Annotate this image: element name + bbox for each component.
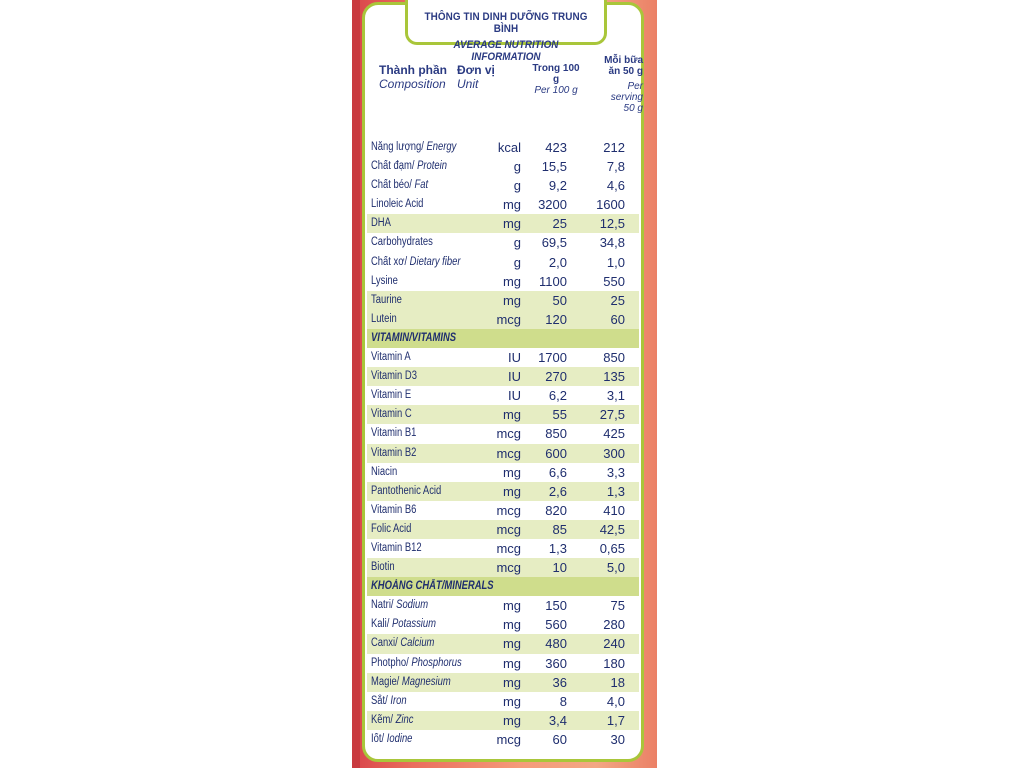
- section-heading: [367, 329, 639, 348]
- nutrient-name: [371, 348, 411, 367]
- nutrient-name-vi: Vitamin A: [371, 351, 411, 364]
- nutrient-unit: mg: [502, 273, 521, 289]
- nutrient-name-vi: Biotin: [371, 561, 395, 574]
- nutrition-table: [367, 138, 639, 749]
- nutrient-name: [371, 730, 412, 749]
- nutrient-unit: mg: [502, 636, 521, 652]
- header-unit-vi: Đơn vị: [457, 63, 495, 77]
- nutrient-name: [371, 539, 422, 558]
- nutrient-name-vi: Năng lượng/: [371, 141, 427, 153]
- nutrient-name-en: Dietary fiber: [409, 255, 461, 268]
- nutrient-name: [371, 596, 428, 615]
- nutrient-unit: mg: [502, 655, 521, 671]
- nutrient-name-vi: Pantothenic Acid: [371, 484, 442, 497]
- nutrient-name-vi: Vitamin E: [371, 389, 412, 402]
- table-row: [367, 214, 639, 233]
- value-per-serving: 280: [603, 617, 625, 633]
- nutrient-unit: mg: [502, 197, 521, 213]
- nutrition-panel: [362, 2, 644, 762]
- nutrient-unit: mcg: [496, 731, 521, 747]
- nutrient-name-vi: Carbohydrates: [371, 236, 433, 249]
- title-vietnamese: THÔNG TIN DINH DƯỠNG TRUNG BÌNH: [424, 11, 588, 35]
- nutrient-unit: mcg: [496, 560, 521, 576]
- table-row: [367, 348, 639, 367]
- nutrient-unit: mg: [502, 674, 521, 690]
- header-serving-en-2: 50 g: [623, 103, 643, 114]
- table-row: [367, 424, 639, 443]
- value-per-100g: 9,2: [548, 178, 567, 194]
- nutrient-unit: g: [513, 178, 521, 194]
- nutrient-name: [371, 233, 433, 252]
- value-per-100g: 50: [552, 292, 567, 308]
- nutrient-name-en: Iodine: [386, 732, 413, 745]
- value-per-serving: 3,1: [606, 388, 625, 404]
- nutrient-name: [371, 405, 412, 424]
- value-per-100g: 36: [552, 674, 567, 690]
- title-english: AVERAGE NUTRITION INFORMATION: [453, 39, 559, 63]
- value-per-serving: 12,5: [599, 216, 625, 232]
- table-row: [367, 711, 639, 730]
- value-per-100g: 6,2: [548, 388, 567, 404]
- value-per-100g: 2,6: [548, 483, 567, 499]
- value-per-100g: 85: [552, 521, 567, 537]
- header-composition-en: Composition: [379, 77, 446, 91]
- table-row: [367, 692, 639, 711]
- nutrient-name-vi: Chất đạm/: [371, 160, 418, 173]
- value-per-serving: 135: [603, 369, 625, 385]
- nutrient-name-en: Fat: [414, 179, 429, 192]
- nutrient-name-vi: Linoleic Acid: [371, 198, 424, 211]
- table-row: [367, 482, 639, 501]
- nutrient-unit: mcg: [496, 445, 521, 461]
- nutrient-name: [371, 692, 407, 711]
- nutrient-name-vi: Chất béo/: [371, 179, 415, 192]
- value-per-serving: 25: [610, 292, 625, 308]
- table-row: [367, 596, 639, 615]
- nutrient-name-vi: Chất xơ/: [371, 255, 410, 268]
- nutrient-name-en: Calcium: [400, 637, 435, 650]
- header-composition: [379, 63, 447, 91]
- nutrient-name-vi: Photpho/: [371, 656, 412, 669]
- nutrient-name-vi: Magie/: [371, 675, 402, 688]
- nutrient-name: [371, 291, 402, 310]
- value-per-serving: 42,5: [599, 521, 625, 537]
- nutrient-name-vi: Iốt/: [371, 732, 387, 745]
- nutrient-name: [371, 386, 411, 405]
- nutrient-unit: mcg: [496, 311, 521, 327]
- header-unit-en: Unit: [457, 77, 479, 91]
- nutrient-unit: g: [513, 254, 521, 270]
- nutrient-name: [371, 214, 391, 233]
- table-row: [367, 673, 639, 692]
- table-row: [367, 157, 639, 176]
- table-row: [367, 730, 639, 749]
- nutrient-name: [371, 520, 411, 539]
- nutrient-name-en: Potassium: [391, 618, 436, 631]
- nutrient-name-vi: Taurine: [371, 293, 402, 306]
- nutrient-name-vi: Natri/: [371, 599, 397, 612]
- value-per-100g: 6,6: [548, 464, 567, 480]
- nutrient-unit: mg: [502, 693, 521, 709]
- nutrient-name-en: Protein: [417, 160, 448, 173]
- header-serving-vi-1: Mỗi bữa: [604, 55, 643, 66]
- nutrient-name: [371, 310, 397, 329]
- value-per-serving: 1600: [596, 197, 625, 213]
- nutrient-unit: kcal: [497, 140, 521, 155]
- nutrient-name: [371, 634, 434, 653]
- value-per-serving: 5,0: [606, 560, 625, 576]
- value-per-100g: 270: [545, 369, 567, 385]
- nutrient-unit: mcg: [496, 426, 521, 442]
- table-row: [367, 195, 639, 214]
- nutrient-name-vi: Vitamin B12: [371, 541, 422, 554]
- header-per100: [531, 63, 581, 96]
- nutrient-name: [371, 444, 416, 463]
- value-per-100g: 1,3: [548, 540, 567, 556]
- value-per-100g: 560: [545, 617, 567, 633]
- title-tab: [405, 0, 607, 63]
- nutrient-unit: IU: [508, 350, 521, 366]
- value-per-100g: 423: [545, 140, 567, 155]
- table-row: [367, 272, 639, 291]
- value-per-serving: 240: [603, 636, 625, 652]
- table-row: [367, 634, 639, 653]
- value-per-serving: 410: [603, 502, 625, 518]
- value-per-serving: 30: [610, 731, 625, 747]
- value-per-100g: 25: [552, 216, 567, 232]
- value-per-100g: 60: [552, 731, 567, 747]
- nutrient-name: [371, 424, 416, 443]
- table-row: [367, 176, 639, 195]
- value-per-serving: 4,0: [606, 693, 625, 709]
- nutrient-unit: IU: [508, 388, 521, 404]
- nutrient-name-vi: Canxi/: [371, 637, 401, 650]
- table-row: [367, 253, 639, 272]
- nutrient-unit: mcg: [496, 521, 521, 537]
- nutrient-name: [371, 482, 441, 501]
- table-row: [367, 233, 639, 252]
- nutrient-name-vi: DHA: [371, 217, 391, 230]
- nutrient-name-vi: Vitamin B6: [371, 503, 417, 516]
- nutrient-unit: mg: [502, 483, 521, 499]
- nutrient-name: [371, 367, 417, 386]
- value-per-serving: 550: [603, 273, 625, 289]
- value-per-100g: 10: [552, 560, 567, 576]
- nutrient-unit: mcg: [496, 540, 521, 556]
- product-box: [352, 0, 657, 768]
- nutrient-unit: IU: [508, 369, 521, 385]
- table-row: [367, 520, 639, 539]
- header-composition-vi: Thành phần: [379, 63, 447, 77]
- value-per-serving: 60: [610, 311, 625, 327]
- value-per-100g: 8: [559, 693, 567, 709]
- table-row: [367, 558, 639, 577]
- box-edge: [352, 0, 360, 768]
- nutrient-name: [371, 654, 462, 673]
- value-per-serving: 1,7: [606, 712, 625, 728]
- value-per-serving: 212: [603, 140, 625, 155]
- header-per100-vi: Trong 100 g: [532, 63, 580, 85]
- table-row: [367, 386, 639, 405]
- value-per-100g: 600: [545, 445, 567, 461]
- value-per-serving: 425: [603, 426, 625, 442]
- nutrient-name-en: Phosphorus: [411, 656, 462, 669]
- nutrient-unit: mg: [502, 407, 521, 423]
- table-row: [367, 654, 639, 673]
- value-per-serving: 7,8: [606, 159, 625, 175]
- nutrient-name: [371, 157, 447, 176]
- nutrient-name-vi: Kẽm/: [371, 713, 396, 726]
- value-per-100g: 15,5: [541, 159, 567, 175]
- table-row: [367, 310, 639, 329]
- table-row: [367, 539, 639, 558]
- nutrient-name-vi: Vitamin B1: [371, 427, 417, 440]
- table-row: [367, 501, 639, 520]
- nutrient-unit: mg: [502, 712, 521, 728]
- value-per-100g: 120: [545, 311, 567, 327]
- table-row: [367, 444, 639, 463]
- header-unit: [457, 63, 495, 91]
- value-per-100g: 850: [545, 426, 567, 442]
- value-per-100g: 2,0: [548, 254, 567, 270]
- value-per-serving: 300: [603, 445, 625, 461]
- value-per-serving: 75: [610, 598, 625, 614]
- nutrient-unit: mg: [502, 292, 521, 308]
- table-row: [367, 405, 639, 424]
- nutrient-name-vi: Kali/: [371, 618, 392, 631]
- header-per100-en: Per 100 g: [534, 85, 578, 96]
- table-row: [367, 463, 639, 482]
- nutrient-name-vi: Vitamin D3: [371, 370, 417, 383]
- value-per-serving: 4,6: [606, 178, 625, 194]
- nutrient-name: [371, 558, 395, 577]
- value-per-100g: 1700: [538, 350, 567, 366]
- header-serving-en-1: Per serving: [610, 81, 643, 103]
- section-heading-label: KHOÁNG CHẤT/MINERALS: [371, 580, 494, 593]
- nutrient-name: [371, 195, 423, 214]
- nutrient-name-vi: Niacin: [371, 465, 398, 478]
- nutrient-name-vi: Lysine: [371, 274, 398, 287]
- section-heading: [367, 577, 639, 596]
- nutrient-name: [371, 673, 451, 692]
- section-heading-label: VITAMIN/VITAMINS: [371, 331, 457, 344]
- nutrient-name: [371, 711, 413, 730]
- nutrient-name: [371, 138, 456, 157]
- value-per-100g: 480: [545, 636, 567, 652]
- nutrient-name-vi: Folic Acid: [371, 522, 412, 535]
- value-per-serving: 1,3: [606, 483, 625, 499]
- value-per-100g: 360: [545, 655, 567, 671]
- nutrient-name-en: Energy: [426, 141, 457, 153]
- nutrient-name-vi: Sắt/: [371, 694, 391, 707]
- value-per-serving: 850: [603, 350, 625, 366]
- value-per-100g: 69,5: [541, 235, 567, 251]
- nutrient-name-en: Sodium: [396, 599, 429, 612]
- nutrient-name-en: Zinc: [395, 713, 414, 726]
- value-per-100g: 150: [545, 598, 567, 614]
- header-serving: [593, 55, 643, 114]
- nutrient-name: [371, 615, 436, 634]
- nutrient-name-en: Iron: [390, 694, 407, 707]
- nutrient-name: [371, 463, 397, 482]
- nutrient-unit: g: [513, 235, 521, 251]
- value-per-serving: 3,3: [606, 464, 625, 480]
- value-per-100g: 1100: [539, 273, 567, 289]
- value-per-serving: 180: [603, 655, 625, 671]
- value-per-serving: 0,65: [599, 540, 625, 556]
- nutrient-unit: mg: [502, 464, 521, 480]
- table-row: [367, 138, 639, 157]
- nutrient-unit: mcg: [496, 502, 521, 518]
- nutrient-name: [371, 253, 461, 272]
- nutrient-name: [371, 501, 416, 520]
- table-row: [367, 367, 639, 386]
- value-per-serving: 34,8: [599, 235, 625, 251]
- nutrient-name: [371, 272, 398, 291]
- nutrient-unit: g: [513, 159, 521, 175]
- nutrient-unit: mg: [502, 617, 521, 633]
- nutrient-name-vi: Vitamin C: [371, 408, 412, 421]
- value-per-serving: 18: [610, 674, 625, 690]
- value-per-serving: 1,0: [606, 254, 625, 270]
- table-row: [367, 291, 639, 310]
- header-serving-vi-2: ăn 50 g: [608, 66, 643, 77]
- value-per-100g: 55: [552, 407, 567, 423]
- nutrient-name-en: Magnesium: [401, 675, 451, 688]
- nutrient-name-vi: Vitamin B2: [371, 446, 417, 459]
- value-per-100g: 3200: [538, 197, 567, 213]
- nutrient-unit: mg: [502, 216, 521, 232]
- value-per-100g: 3,4: [548, 712, 567, 728]
- nutrient-name: [371, 176, 428, 195]
- value-per-100g: 820: [545, 502, 567, 518]
- nutrient-name-vi: Lutein: [371, 312, 397, 325]
- nutrient-unit: mg: [502, 598, 521, 614]
- table-row: [367, 615, 639, 634]
- value-per-serving: 27,5: [599, 407, 625, 423]
